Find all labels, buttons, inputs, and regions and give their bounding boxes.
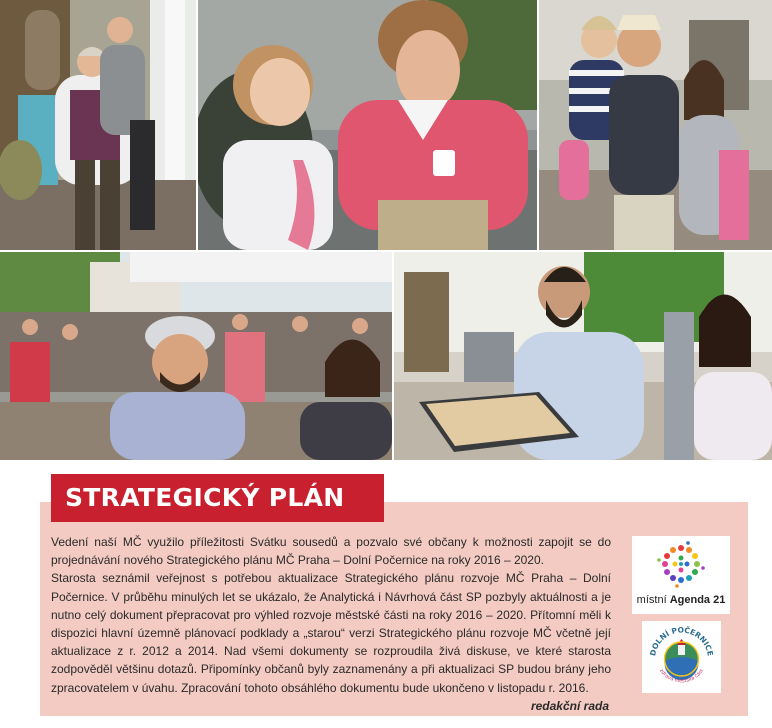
dolni-pocernice-name: DOLNÍ POČERNICE: [648, 625, 715, 657]
article-paragraph-2: [51, 569, 611, 713]
dolni-pocernice-emblem-icon: [642, 621, 721, 693]
article-title: STRATEGICKÝ PLÁN: [65, 483, 345, 512]
dolni-pocernice-motto: zdravá městská část: [658, 668, 705, 685]
article-body: [51, 533, 611, 715]
article-paragraph-1: Vedení naší MČ využilo příležitosti Svátku sousedů a pozvalo své občany k možnosti zapojit se do projednávání nového Strategického plánu MČ Praha – Dolní Počernice na roky 2016 – 2020.: [51, 535, 611, 568]
title-bar: [51, 474, 384, 522]
photo-family: [539, 0, 772, 250]
signature: redakční rada: [530, 698, 609, 713]
agenda21-label-strong: Agenda 21: [669, 594, 726, 606]
agenda21-logo: [632, 536, 730, 614]
article-paragraph-2-text: Starosta seznámil veřejnost s potřebou aktualizace Strategického plánu rozvoje MČ Praha – Dolní Počernice. V průběhu minulých let se ukázalo, že Analytická i Návrhová část SP pozbyly aktuálnosti a je nutno celý dokument přepracovat pro výhled rozvoje městské části na roky 2016 – 2020. Přítomní měli k dispozici hlavní územně plánovací podklady a „starou“ verzi Strategického plánu rozvoje MČ včetně její aktualizace z r. 2012 a 2014. Nad všemi dokumenty se rozproudila živá diskuse, ve které starosta zodpověděl většinu dotazů. Připomínky občanů byly zaznamenány a při aktualizaci SP budou brány jeho zpracovatelem v úvahu. Zpracování tohoto obsáhlého dokumentu bude ukončeno v listopadu r. 2016.: [51, 571, 611, 695]
dolni-pocernice-logo: [642, 621, 721, 693]
agenda21-label-prefix: místní: [636, 594, 670, 606]
photo-man-with-tray: [394, 252, 772, 460]
agenda21-label: [632, 594, 730, 606]
photo-woman-and-girl: [198, 0, 537, 250]
photo-women-walking: [0, 0, 196, 250]
photo-crowd-festival: [0, 252, 392, 460]
agenda21-dots-icon: [632, 536, 730, 596]
